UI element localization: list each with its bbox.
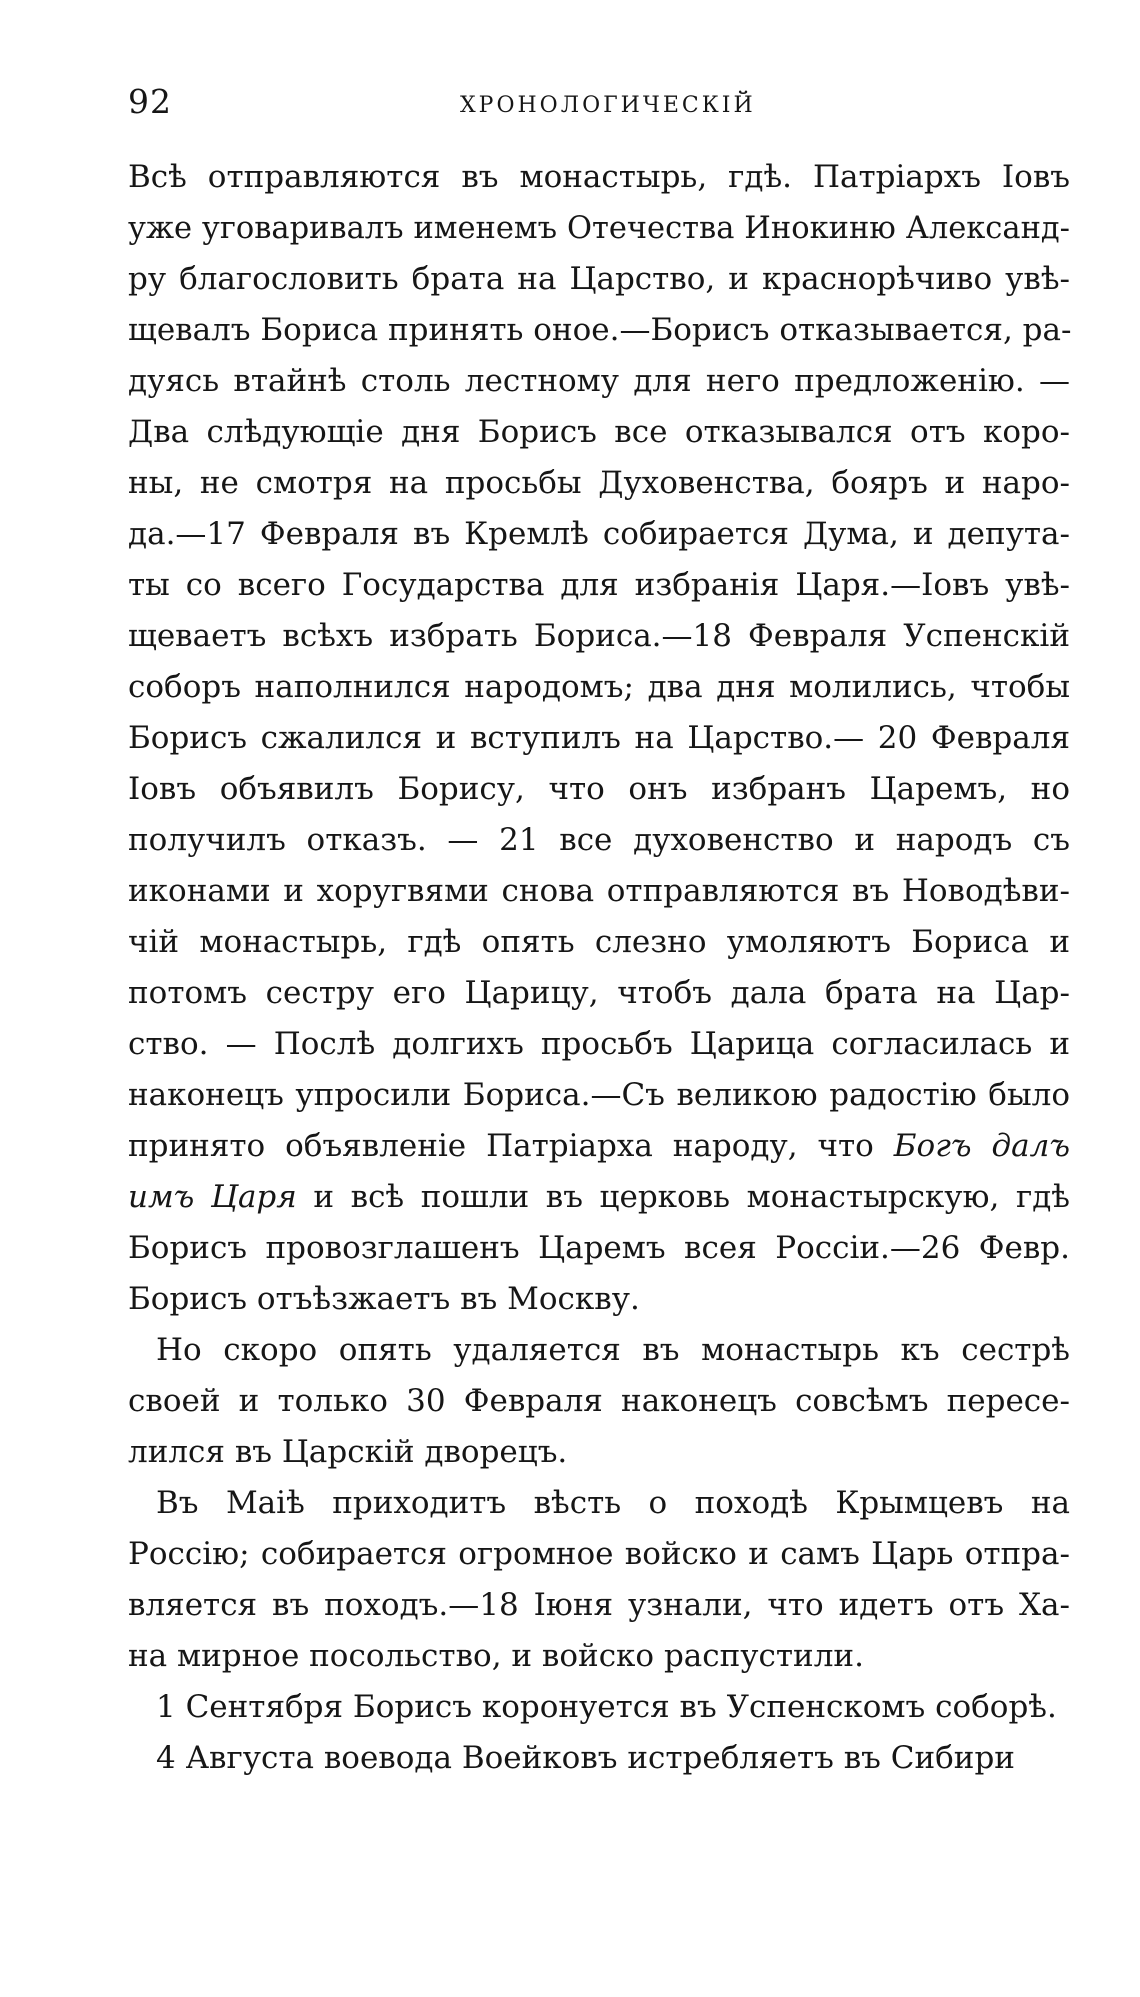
text-line: Но скоро опять удаляется въ монастырь къ сестрѣ bbox=[156, 1332, 1070, 1368]
text-line: соборъ наполнился народомъ; два дня молились, чтобы bbox=[128, 669, 1070, 705]
text-line: чій монастырь, гдѣ опять слезно умоляютъ Бориса и bbox=[128, 924, 1070, 960]
text-line: ство. — Послѣ долгихъ просьбъ Царица согласилась и bbox=[128, 1026, 1070, 1062]
italic-run: имъ Царя bbox=[128, 1179, 297, 1215]
text-line: ты со всего Государства для избранія Царя.—Іовъ увѣ- bbox=[128, 567, 1070, 603]
paragraph-4 bbox=[128, 1682, 1070, 1733]
text-line-mixed bbox=[128, 1172, 1070, 1223]
paragraph-1 bbox=[128, 152, 1070, 1325]
text-line: Борисъ сжалился и вступилъ на Царство.— 20 Февраля bbox=[128, 720, 1070, 756]
paragraph-2 bbox=[128, 1325, 1070, 1478]
paragraph-5 bbox=[128, 1733, 1070, 1784]
text-run: принято объявленіе Патріарха народу, что bbox=[128, 1128, 894, 1164]
text-line: Россію; собирается огромное войско и самъ Царь отпра- bbox=[128, 1536, 1070, 1572]
text-line: ру благословить брата на Царство, и краснорѣчиво увѣ- bbox=[128, 261, 1070, 297]
running-head: ХРОНОЛОГИЧЕСКІЙ bbox=[460, 93, 756, 118]
text-line: Іовъ объявилъ Борису, что онъ избранъ Царемъ, но bbox=[128, 771, 1070, 807]
text-line: своей и только 30 Февраля наконецъ совсѣмъ пересе- bbox=[128, 1383, 1070, 1419]
text-line: на мирное посольство, и войско распустили. bbox=[128, 1638, 864, 1674]
text-line: 4 Августа воевода Воейковъ истребляетъ въ Сибири bbox=[156, 1740, 1015, 1776]
text-line: Борисъ провозглашенъ Царемъ всея Россіи.—26 Февр. bbox=[128, 1230, 1070, 1266]
text-line: Всѣ отправляются въ монастырь, гдѣ. Патріархъ Іовъ bbox=[128, 159, 1070, 195]
text-line: Два слѣдующіе дня Борисъ все отказывался отъ коро- bbox=[128, 414, 1070, 450]
text-run: и всѣ пошли въ церковь монастырскую, гдѣ bbox=[296, 1179, 1070, 1215]
text-line: щеваетъ всѣхъ избрать Бориса.—18 Февраля Успенскій bbox=[128, 618, 1070, 654]
text-line: да.—17 Февраля въ Кремлѣ собирается Дума, и депута- bbox=[128, 516, 1070, 552]
text-line: дуясь втайнѣ столь лестному для него предложенію. — bbox=[128, 363, 1070, 399]
paragraph-3 bbox=[128, 1478, 1070, 1682]
text-line-mixed bbox=[128, 1121, 1070, 1172]
text-line: 1 Сентября Борисъ коронуется въ Успенскомъ соборѣ. bbox=[156, 1689, 1057, 1725]
text-line: иконами и хоругвями снова отправляются въ Новодѣви- bbox=[128, 873, 1070, 909]
text-line: Борисъ отъѣзжаетъ въ Москву. bbox=[128, 1281, 640, 1317]
text-line: уже уговаривалъ именемъ Отечества Инокиню Александ- bbox=[128, 211, 1070, 246]
text-line: ны, не смотря на просьбы Духовенства, бояръ и наро- bbox=[128, 465, 1070, 501]
text-line: потомъ сестру его Царицу, чтобъ дала брата на Цар- bbox=[128, 975, 1070, 1011]
text-line: наконецъ упросили Бориса.—Съ великою радостію было bbox=[128, 1077, 1070, 1113]
italic-run: Богъ далъ bbox=[893, 1128, 1070, 1164]
page-number: 92 bbox=[128, 82, 172, 121]
text-line: щевалъ Бориса принять оное.—Борисъ отказывается, ра- bbox=[128, 312, 1072, 348]
text-line: лился въ Царскій дворецъ. bbox=[128, 1434, 568, 1470]
text-line: вляется въ походъ.—18 Іюня узнали, что идетъ отъ Ха- bbox=[128, 1587, 1070, 1623]
body-text bbox=[128, 152, 1070, 1784]
text-line: Въ Маіѣ приходитъ вѣсть о походѣ Крымцевъ на bbox=[156, 1485, 1070, 1521]
text-line: получилъ отказъ. — 21 все духовенство и народъ съ bbox=[128, 822, 1070, 858]
